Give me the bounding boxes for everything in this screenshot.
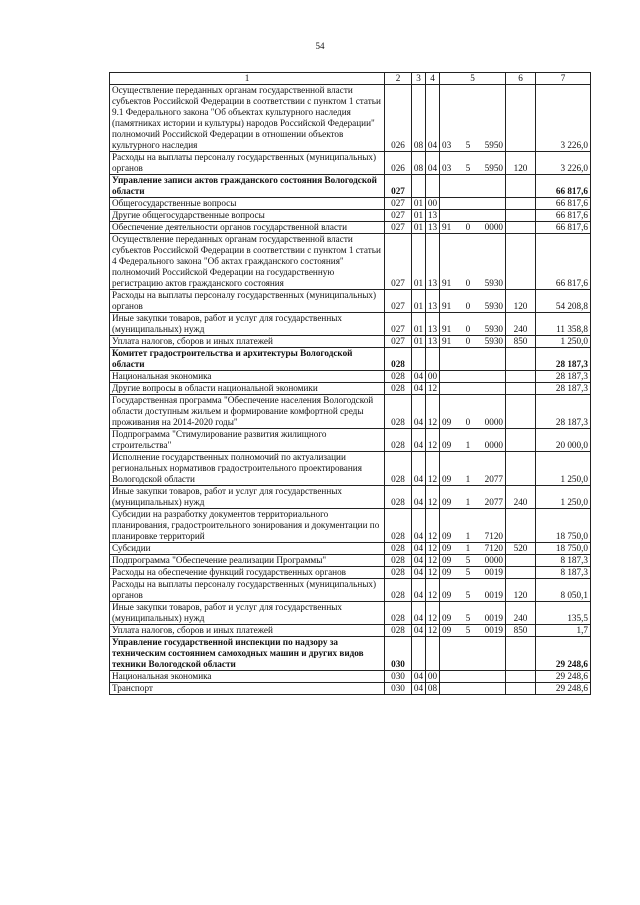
target-article-part: 5950 xyxy=(484,140,503,150)
row-sum: 29 248,6 xyxy=(536,683,591,695)
table-row xyxy=(110,234,591,290)
target-article-part: 5 xyxy=(465,555,471,565)
table-row xyxy=(110,567,591,579)
row-expense-type: 120 xyxy=(506,152,536,175)
row-target-article xyxy=(440,579,506,602)
target-article-part: 2077 xyxy=(484,497,503,507)
target-article-part: 5 xyxy=(465,140,471,150)
row-sum: 1,7 xyxy=(536,625,591,637)
row-section: 01 xyxy=(412,234,426,290)
row-name: Расходы на выплаты персоналу государственных (муниципальных) органов xyxy=(110,290,385,313)
row-name: Национальная экономика xyxy=(110,671,385,683)
row-name: Комитет градостроительства и архитектуры Вологодской области xyxy=(110,348,385,371)
table-row xyxy=(110,671,591,683)
row-target-article xyxy=(440,543,506,555)
row-expense-type: 120 xyxy=(506,290,536,313)
table-row xyxy=(110,383,591,395)
row-code: 027 xyxy=(385,175,412,198)
row-subsection: 12 xyxy=(426,555,440,567)
row-name: Субсидии на разработку документов территориального планирования, градостроительного зонирования и документации по планировке территорий xyxy=(110,509,385,543)
row-section: 04 xyxy=(412,555,426,567)
row-code: 030 xyxy=(385,671,412,683)
header-cell: 2 xyxy=(385,73,412,85)
target-article-part: 0019 xyxy=(484,567,503,577)
row-section: 04 xyxy=(412,371,426,383)
table-row xyxy=(110,348,591,371)
row-sum: 28 187,3 xyxy=(536,371,591,383)
target-article-part: 5930 xyxy=(484,324,503,334)
table-row xyxy=(110,395,591,429)
table-row xyxy=(110,486,591,509)
row-expense-type xyxy=(506,567,536,579)
row-name: Другие общегосударственные вопросы xyxy=(110,210,385,222)
row-expense-type: 520 xyxy=(506,543,536,555)
target-article-part: 0 xyxy=(465,278,471,288)
target-article-part: 7120 xyxy=(484,543,503,553)
row-subsection: 12 xyxy=(426,509,440,543)
target-article-part: 09 xyxy=(442,531,452,541)
target-article-part: 03 xyxy=(442,140,452,150)
table-row xyxy=(110,555,591,567)
row-code: 028 xyxy=(385,555,412,567)
page-number: 54 xyxy=(315,41,325,51)
row-subsection: 00 xyxy=(426,371,440,383)
target-article-part: 09 xyxy=(442,590,452,600)
row-subsection: 12 xyxy=(426,452,440,486)
row-code: 028 xyxy=(385,567,412,579)
row-expense-type xyxy=(506,348,536,371)
target-article-part: 7120 xyxy=(484,531,503,541)
row-section: 04 xyxy=(412,602,426,625)
row-section: 04 xyxy=(412,429,426,452)
target-article-part: 5 xyxy=(465,590,471,600)
table-body xyxy=(110,73,591,695)
row-subsection xyxy=(426,175,440,198)
row-target-article xyxy=(440,313,506,336)
row-expense-type xyxy=(506,234,536,290)
row-sum: 28 187,3 xyxy=(536,395,591,429)
row-expense-type: 850 xyxy=(506,625,536,637)
row-expense-type xyxy=(506,210,536,222)
row-subsection: 12 xyxy=(426,543,440,555)
row-section xyxy=(412,637,426,671)
row-target-article xyxy=(440,683,506,695)
row-subsection xyxy=(426,637,440,671)
table-row xyxy=(110,683,591,695)
row-expense-type xyxy=(506,198,536,210)
row-sum: 54 208,8 xyxy=(536,290,591,313)
row-name: Субсидии xyxy=(110,543,385,555)
row-target-article xyxy=(440,290,506,313)
target-article-part: 91 xyxy=(442,324,452,334)
row-name: Осуществление переданных органам государственной власти субъектов Российской Федерации в соответствии с пунктом 1 статьи 9.1 Федерального закона "Об объектах культурного наследия (памятниках истории и культуры) народов Российской Федерации" полномочий Российской Федерации в отношении объектов культурного наследия xyxy=(110,85,385,152)
row-expense-type xyxy=(506,637,536,671)
row-section: 04 xyxy=(412,625,426,637)
row-subsection: 13 xyxy=(426,222,440,234)
row-expense-type xyxy=(506,555,536,567)
row-code: 027 xyxy=(385,313,412,336)
target-article-part: 09 xyxy=(442,555,452,565)
row-code: 028 xyxy=(385,383,412,395)
row-expense-type xyxy=(506,395,536,429)
target-article-part: 0000 xyxy=(484,417,503,427)
target-article-part: 09 xyxy=(442,417,452,427)
target-article-part: 5950 xyxy=(484,163,503,173)
row-section: 08 xyxy=(412,152,426,175)
row-expense-type: 850 xyxy=(506,336,536,348)
target-article-part: 0 xyxy=(465,324,471,334)
row-target-article xyxy=(440,452,506,486)
target-article-part: 91 xyxy=(442,278,452,288)
row-name: Иные закупки товаров, работ и услуг для государственных (муниципальных) нужд xyxy=(110,313,385,336)
table-row xyxy=(110,210,591,222)
row-target-article xyxy=(440,210,506,222)
row-target-article xyxy=(440,671,506,683)
row-section: 04 xyxy=(412,579,426,602)
budget-table xyxy=(109,72,591,695)
row-expense-type xyxy=(506,371,536,383)
row-target-article xyxy=(440,429,506,452)
row-section: 04 xyxy=(412,567,426,579)
row-name: Государственная программа "Обеспечение населения Вологодской области доступным жильем и формирование комфортной среды проживания на 2014-2020 годы" xyxy=(110,395,385,429)
row-section: 08 xyxy=(412,85,426,152)
table-row xyxy=(110,85,591,152)
row-code: 030 xyxy=(385,637,412,671)
table-row xyxy=(110,175,591,198)
target-article-part: 91 xyxy=(442,222,452,232)
row-name: Обеспечение деятельности органов государственной власти xyxy=(110,222,385,234)
row-sum: 29 248,6 xyxy=(536,671,591,683)
target-article-part: 5 xyxy=(465,567,471,577)
row-expense-type xyxy=(506,85,536,152)
row-sum: 8 050,1 xyxy=(536,579,591,602)
row-code: 028 xyxy=(385,348,412,371)
row-name: Транспорт xyxy=(110,683,385,695)
row-subsection: 08 xyxy=(426,683,440,695)
target-article-part: 5930 xyxy=(484,336,503,346)
row-code: 028 xyxy=(385,509,412,543)
row-code: 028 xyxy=(385,625,412,637)
row-subsection: 00 xyxy=(426,671,440,683)
row-name: Общегосударственные вопросы xyxy=(110,198,385,210)
row-target-article xyxy=(440,222,506,234)
row-section: 01 xyxy=(412,313,426,336)
row-expense-type xyxy=(506,429,536,452)
row-code: 027 xyxy=(385,234,412,290)
header-cell: 4 xyxy=(426,73,440,85)
row-target-article xyxy=(440,336,506,348)
header-cell: 7 xyxy=(536,73,591,85)
target-article-part: 0019 xyxy=(484,625,503,635)
row-target-article xyxy=(440,602,506,625)
target-article-part: 09 xyxy=(442,567,452,577)
row-name: Иные закупки товаров, работ и услуг для государственных (муниципальных) нужд xyxy=(110,486,385,509)
row-section: 01 xyxy=(412,198,426,210)
target-article-part: 0 xyxy=(465,417,471,427)
table-row xyxy=(110,452,591,486)
row-sum: 20 000,0 xyxy=(536,429,591,452)
row-name: Расходы на выплаты персоналу государственных (муниципальных) органов xyxy=(110,579,385,602)
row-sum: 3 226,0 xyxy=(536,85,591,152)
row-subsection xyxy=(426,348,440,371)
row-code: 027 xyxy=(385,210,412,222)
row-sum: 11 358,8 xyxy=(536,313,591,336)
target-article-part: 09 xyxy=(442,613,452,623)
table-row xyxy=(110,290,591,313)
target-article-part: 0000 xyxy=(484,440,503,450)
table-row xyxy=(110,602,591,625)
target-article-part: 5 xyxy=(465,625,471,635)
row-target-article xyxy=(440,152,506,175)
row-name: Подпрограмма "Обеспечение реализации Программы" xyxy=(110,555,385,567)
row-section: 01 xyxy=(412,290,426,313)
row-expense-type: 240 xyxy=(506,313,536,336)
row-sum: 8 187,3 xyxy=(536,555,591,567)
row-subsection: 12 xyxy=(426,567,440,579)
header-cell: 3 xyxy=(412,73,426,85)
row-subsection: 13 xyxy=(426,336,440,348)
row-subsection: 13 xyxy=(426,313,440,336)
row-expense-type xyxy=(506,222,536,234)
row-section: 01 xyxy=(412,210,426,222)
row-code: 028 xyxy=(385,579,412,602)
target-article-part: 09 xyxy=(442,474,452,484)
row-code: 026 xyxy=(385,152,412,175)
row-sum: 66 817,6 xyxy=(536,175,591,198)
target-article-part: 0 xyxy=(465,336,471,346)
table-row xyxy=(110,198,591,210)
row-sum: 29 248,6 xyxy=(536,637,591,671)
row-sum: 18 750,0 xyxy=(536,543,591,555)
table-row xyxy=(110,637,591,671)
row-target-article xyxy=(440,555,506,567)
target-article-part: 0000 xyxy=(484,555,503,565)
row-section: 04 xyxy=(412,683,426,695)
target-article-part: 91 xyxy=(442,301,452,311)
row-code: 027 xyxy=(385,222,412,234)
row-target-article xyxy=(440,509,506,543)
row-subsection: 12 xyxy=(426,429,440,452)
row-section: 04 xyxy=(412,543,426,555)
target-article-part: 0 xyxy=(465,301,471,311)
row-target-article xyxy=(440,625,506,637)
row-section: 01 xyxy=(412,222,426,234)
row-sum: 66 817,6 xyxy=(536,198,591,210)
row-expense-type xyxy=(506,452,536,486)
row-name: Подпрограмма "Стимулирование развития жилищного строительства" xyxy=(110,429,385,452)
row-code: 026 xyxy=(385,85,412,152)
row-sum: 1 250,0 xyxy=(536,486,591,509)
row-target-article xyxy=(440,234,506,290)
target-article-part: 1 xyxy=(465,531,471,541)
row-target-article xyxy=(440,348,506,371)
row-name: Другие вопросы в области национальной экономики xyxy=(110,383,385,395)
row-name: Управление государственной инспекции по надзору за техническим состоянием самоходных машин и других видов техники Вологодской области xyxy=(110,637,385,671)
target-article-part: 91 xyxy=(442,336,452,346)
target-article-part: 5930 xyxy=(484,301,503,311)
row-name: Национальная экономика xyxy=(110,371,385,383)
row-section: 04 xyxy=(412,486,426,509)
target-article-part: 03 xyxy=(442,163,452,173)
row-section: 04 xyxy=(412,452,426,486)
table-row xyxy=(110,625,591,637)
row-subsection: 12 xyxy=(426,395,440,429)
row-subsection: 13 xyxy=(426,234,440,290)
row-expense-type: 240 xyxy=(506,602,536,625)
row-target-article xyxy=(440,637,506,671)
row-sum: 1 250,0 xyxy=(536,336,591,348)
row-target-article xyxy=(440,383,506,395)
target-article-part: 09 xyxy=(442,543,452,553)
target-article-part: 0000 xyxy=(484,222,503,232)
table-row xyxy=(110,543,591,555)
row-name: Расходы на выплаты персоналу государственных (муниципальных) органов xyxy=(110,152,385,175)
row-sum: 8 187,3 xyxy=(536,567,591,579)
row-expense-type xyxy=(506,509,536,543)
row-sum: 135,5 xyxy=(536,602,591,625)
target-article-part: 09 xyxy=(442,497,452,507)
row-expense-type xyxy=(506,683,536,695)
row-target-article xyxy=(440,371,506,383)
row-code: 027 xyxy=(385,290,412,313)
table-row xyxy=(110,222,591,234)
target-article-part: 1 xyxy=(465,497,471,507)
row-target-article xyxy=(440,486,506,509)
row-name: Расходы на обеспечение функций государственных органов xyxy=(110,567,385,579)
row-target-article xyxy=(440,395,506,429)
header-cell: 1 xyxy=(110,73,385,85)
table-row xyxy=(110,313,591,336)
row-section: 04 xyxy=(412,509,426,543)
row-sum: 3 226,0 xyxy=(536,152,591,175)
row-code: 028 xyxy=(385,395,412,429)
row-sum: 18 750,0 xyxy=(536,509,591,543)
target-article-part: 1 xyxy=(465,543,471,553)
table-row xyxy=(110,579,591,602)
row-code: 028 xyxy=(385,371,412,383)
table-row xyxy=(110,336,591,348)
target-article-part: 2077 xyxy=(484,474,503,484)
row-subsection: 04 xyxy=(426,152,440,175)
row-subsection: 12 xyxy=(426,383,440,395)
target-article-part: 5930 xyxy=(484,278,503,288)
row-code: 030 xyxy=(385,683,412,695)
row-name: Иные закупки товаров, работ и услуг для государственных (муниципальных) нужд xyxy=(110,602,385,625)
target-article-part: 5 xyxy=(465,163,471,173)
row-sum: 1 250,0 xyxy=(536,452,591,486)
row-subsection: 04 xyxy=(426,85,440,152)
row-expense-type xyxy=(506,175,536,198)
target-article-part: 0019 xyxy=(484,590,503,600)
table-header-row xyxy=(110,73,591,85)
row-expense-type: 120 xyxy=(506,579,536,602)
row-subsection: 13 xyxy=(426,210,440,222)
row-subsection: 12 xyxy=(426,602,440,625)
row-subsection: 13 xyxy=(426,290,440,313)
row-name: Управление записи актов гражданского состояния Вологодской области xyxy=(110,175,385,198)
table-row xyxy=(110,152,591,175)
row-code: 028 xyxy=(385,429,412,452)
row-subsection: 12 xyxy=(426,625,440,637)
row-code: 028 xyxy=(385,486,412,509)
row-name: Уплата налогов, сборов и иных платежей xyxy=(110,336,385,348)
row-section xyxy=(412,175,426,198)
row-name: Исполнение государственных полномочий по актуализации региональных нормативов градостроительного проектирования Вологодской области xyxy=(110,452,385,486)
row-code: 028 xyxy=(385,602,412,625)
row-section xyxy=(412,348,426,371)
target-article-part: 0 xyxy=(465,222,471,232)
row-code: 027 xyxy=(385,198,412,210)
row-target-article xyxy=(440,85,506,152)
row-code: 028 xyxy=(385,543,412,555)
row-subsection: 12 xyxy=(426,486,440,509)
row-sum: 28 187,3 xyxy=(536,348,591,371)
target-article-part: 0019 xyxy=(484,613,503,623)
row-sum: 66 817,6 xyxy=(536,222,591,234)
header-cell: 5 xyxy=(440,73,506,85)
target-article-part: 1 xyxy=(465,440,471,450)
row-subsection: 12 xyxy=(426,579,440,602)
row-code: 028 xyxy=(385,452,412,486)
target-article-part: 09 xyxy=(442,625,452,635)
row-code: 027 xyxy=(385,336,412,348)
table-row xyxy=(110,429,591,452)
row-section: 04 xyxy=(412,671,426,683)
row-expense-type: 240 xyxy=(506,486,536,509)
target-article-part: 09 xyxy=(442,440,452,450)
row-name: Осуществление переданных органам государственной власти субъектов Российской Федерации в соответствии с пунктом 1 статьи 4 Федерального закона "Об актах гражданского состояния" полномочий Российской Федерации на государственную регистрацию актов гражданского состояния xyxy=(110,234,385,290)
row-target-article xyxy=(440,567,506,579)
row-section: 04 xyxy=(412,395,426,429)
row-sum: 66 817,6 xyxy=(536,234,591,290)
row-target-article xyxy=(440,198,506,210)
table-row xyxy=(110,509,591,543)
row-section: 04 xyxy=(412,383,426,395)
row-name: Уплата налогов, сборов и иных платежей xyxy=(110,625,385,637)
table-row xyxy=(110,371,591,383)
row-expense-type xyxy=(506,383,536,395)
header-cell: 6 xyxy=(506,73,536,85)
target-article-part: 1 xyxy=(465,474,471,484)
row-section: 01 xyxy=(412,336,426,348)
row-target-article xyxy=(440,175,506,198)
row-sum: 66 817,6 xyxy=(536,210,591,222)
row-subsection: 00 xyxy=(426,198,440,210)
target-article-part: 5 xyxy=(465,613,471,623)
row-sum: 28 187,3 xyxy=(536,383,591,395)
row-expense-type xyxy=(506,671,536,683)
